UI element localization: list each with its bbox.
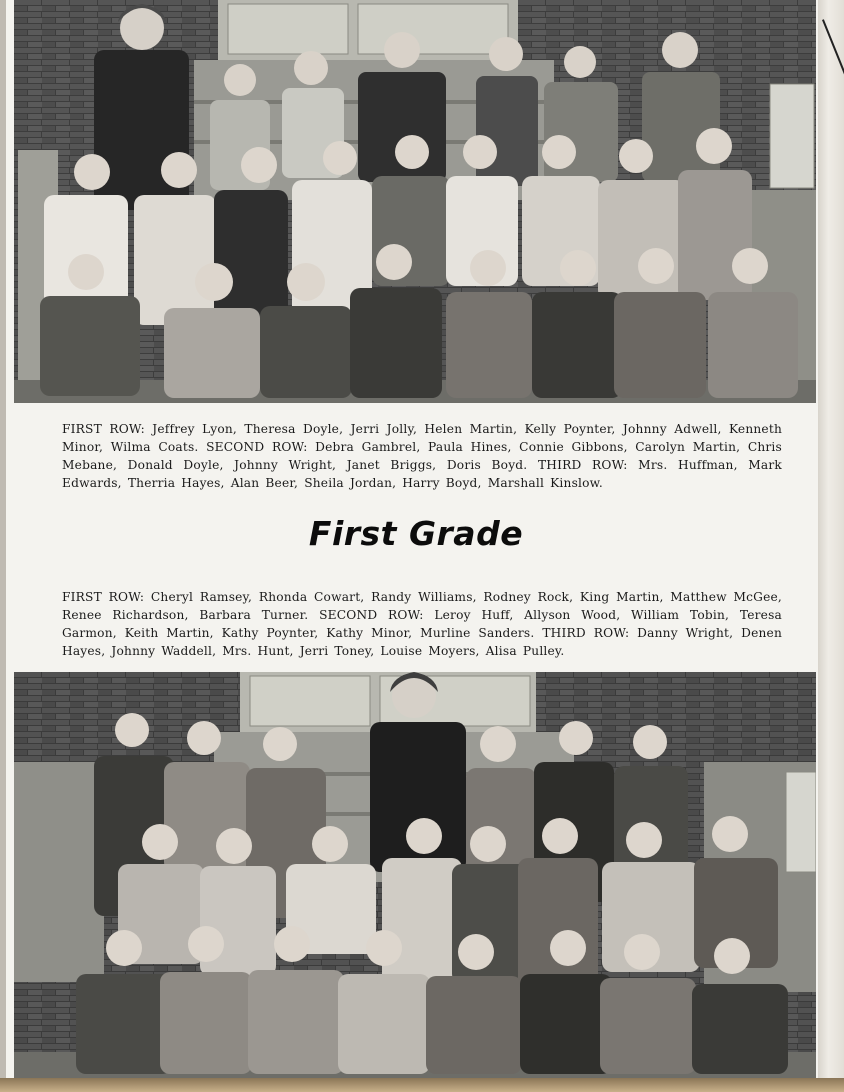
page-bottom-edge [0,1078,844,1092]
class-photo-top-image [14,0,816,403]
class-photo-top [14,0,816,403]
page-heading: First Grade [308,514,524,553]
class-photo-bottom-image [14,672,816,1078]
top-photo-caption: FIRST ROW: Jeffrey Lyon, Theresa Doyle, Jerri Jolly, Helen Martin, Kelly Poynter, Johnny Adwell, Kenneth Minor, Wilma Coats. SECOND ROW: Debra Gambrel, Paula Hines, Connie Gibbons, Carolyn Martin, Chris Mebane, Donald Doyle, Johnny Wright, Janet Briggs, Doris Boyd. THIRD ROW: Mrs. Huffman, Mark Edwards, Therria Hayes, Alan Beer, Sheila Jordan, Harry Boyd, Marshall Kinslow. [62,422,782,490]
class-photo-bottom [14,672,816,1078]
bottom-photo-caption: FIRST ROW: Cheryl Ramsey, Rhonda Cowart, Randy Williams, Rodney Rock, King Martin, Matthew McGee, Renee Richardson, Barbara Turner. SECOND ROW: Leroy Huff, Allyson Wood, William Tobin, Teresa Garmon, Keith Martin, Kathy Poynter, Kathy Minor, Murline Sanders. THIRD ROW: Danny Wright, Denen Hayes, Johnny Waddell, Mrs. Hunt, Jerri Toney, Louise Moyers, Alisa Pulley. [62,590,782,658]
